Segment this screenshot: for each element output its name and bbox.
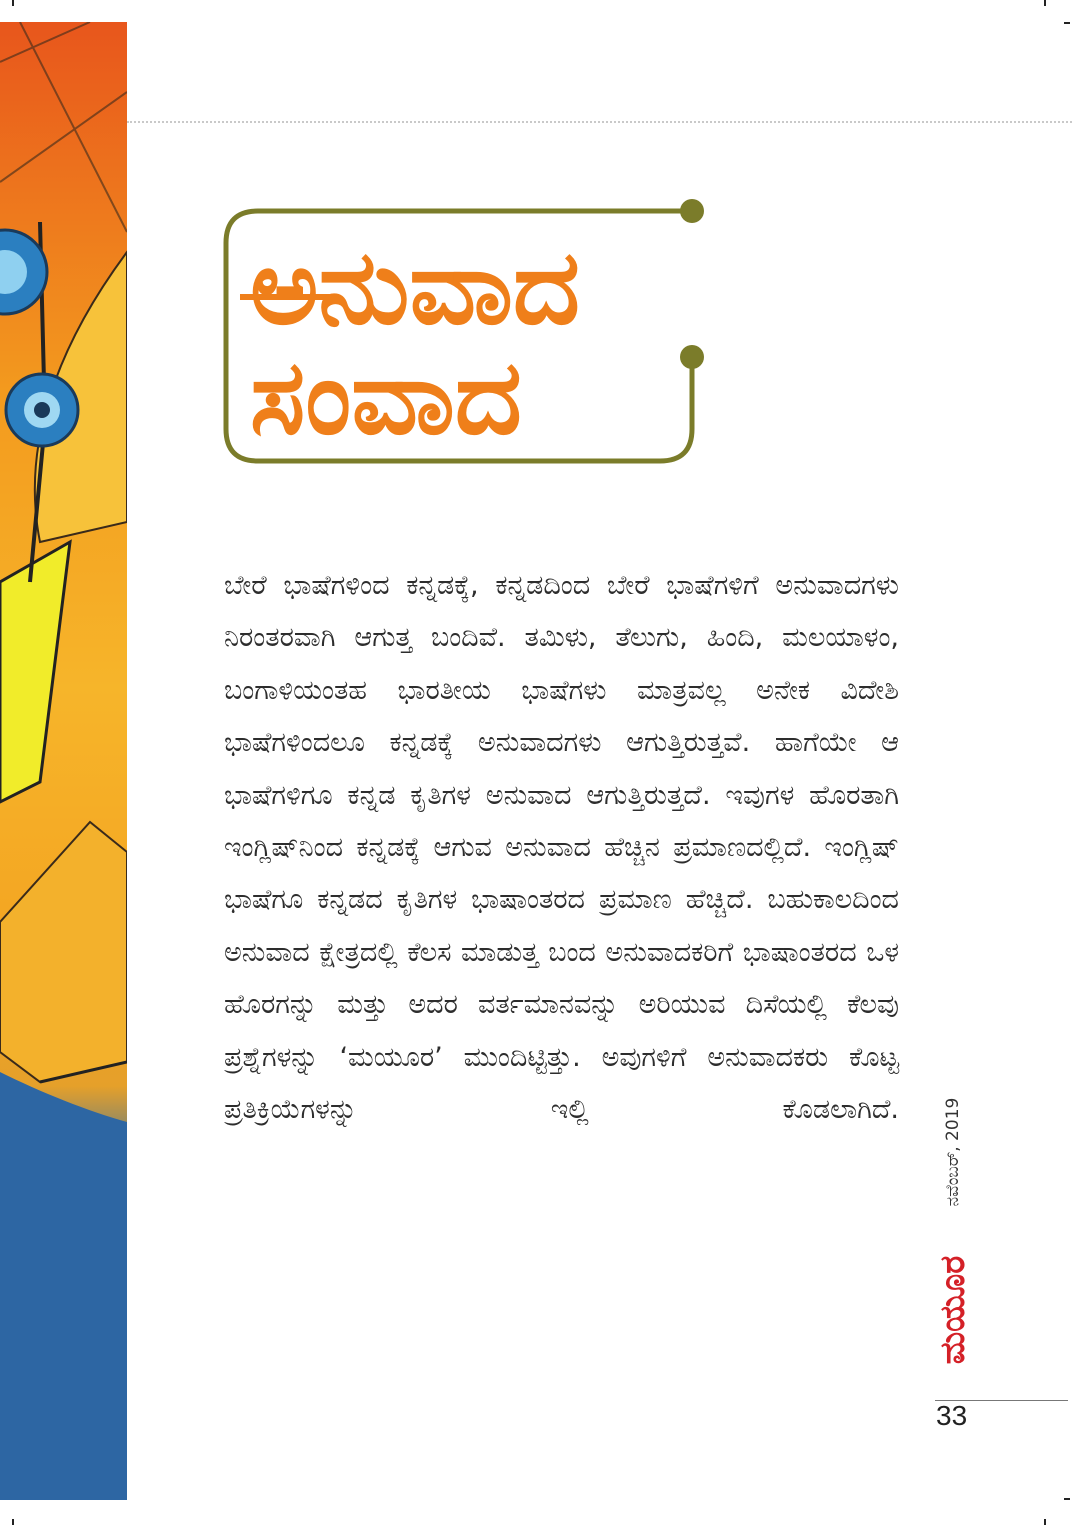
crop-mark-bottom-right — [1044, 1519, 1046, 1525]
dotted-rule — [127, 121, 1072, 123]
intro-paragraph: ಬೇರೆ ಭಾಷೆಗಳಿಂದ ಕನ್ನಡಕ್ಕೆ, ಕನ್ನಡದಿಂದ ಬೇರೆ ಭಾಷೆಗಳಿಗೆ ಅನುವಾದಗಳು ನಿರಂತರವಾಗಿ ಆಗುತ್ತ ಬಂದಿವೆ. ತಮಿಳು, ತೆಲುಗು, ಹಿಂದಿ, ಮಲಯಾಳಂ, ಬಂಗಾಳಿಯಂತಹ ಭಾರತೀಯ ಭಾಷೆಗಳು ಮಾತ್ರವಲ್ಲ ಅನೇಕ ವಿದೇಶಿ ಭಾಷೆಗಳಿಂದಲೂ ಕನ್ನಡಕ್ಕೆ ಅನುವಾದಗಳು ಆಗುತ್ತಿರುತ್ತವೆ. ಹಾಗೆಯೇ ಆ ಭಾಷೆಗಳಿಗೂ ಕನ್ನಡ ಕೃತಿಗಳ ಅನುವಾದ ಆಗುತ್ತಿರುತ್ತದೆ. ಇವುಗಳ ಹೊರತಾಗಿ ಇಂಗ್ಲಿಷ್‌ನಿಂದ ಕನ್ನಡಕ್ಕೆ ಆಗುವ ಅನುವಾದ ಹೆಚ್ಚಿನ ಪ್ರಮಾಣದಲ್ಲಿದೆ. ಇಂಗ್ಲಿಷ್ ಭಾಷೆಗೂ ಕನ್ನಡದ ಕೃತಿಗಳ ಭಾಷಾಂತರದ ಪ್ರಮಾಣ ಹೆಚ್ಚಿದೆ. ಬಹುಕಾಲದಿಂದ ಅನುವಾದ ಕ್ಷೇತ್ರದಲ್ಲಿ ಕೆಲಸ ಮಾಡುತ್ತ ಬಂದ ಅನುವಾದಕರಿಗೆ ಭಾಷಾಂತರದ ಒಳ ಹೊರಗನ್ನು ಮತ್ತು ಅದರ ವರ್ತಮಾನವನ್ನು ಅರಿಯುವ ದಿಸೆಯಲ್ಲಿ ಕೆಲವು ಪ್ರಶ್ನೆಗಳನ್ನು ‘ಮಯೂರ’ ಮುಂದಿಟ್ಟಿತ್ತು. ಅವುಗಳಿಗೆ ಅನುವಾದಕರು ಕೊಟ್ಟ ಪ್ರತಿಕ್ರಿಯೆಗಳನ್ನು ಇಲ್ಲಿ ಕೊಡಲಾಗಿದೆ. — [224, 570, 899, 1126]
title-line-1: ಅನುವಾದ — [250, 226, 581, 348]
frame-dot-right — [680, 345, 704, 369]
crop-mark-top-right — [1044, 0, 1046, 6]
page-number: 33 — [936, 1400, 968, 1431]
frame-dot-top — [680, 199, 704, 223]
title-line-2: ಸಂವಾದ — [250, 336, 522, 458]
crop-mark-right-top — [1064, 22, 1070, 24]
crop-mark-bottom-left — [12, 1519, 14, 1525]
crop-mark-top-left — [12, 0, 14, 6]
title-block — [220, 195, 720, 474]
crop-mark-right-bottom — [1064, 1498, 1070, 1500]
magazine-logo: ಮಯೂರ — [933, 1255, 973, 1365]
decorative-painting-strip — [0, 22, 127, 1500]
issue-date: ನವೆಂಬರ್, 2019 — [943, 1097, 963, 1207]
